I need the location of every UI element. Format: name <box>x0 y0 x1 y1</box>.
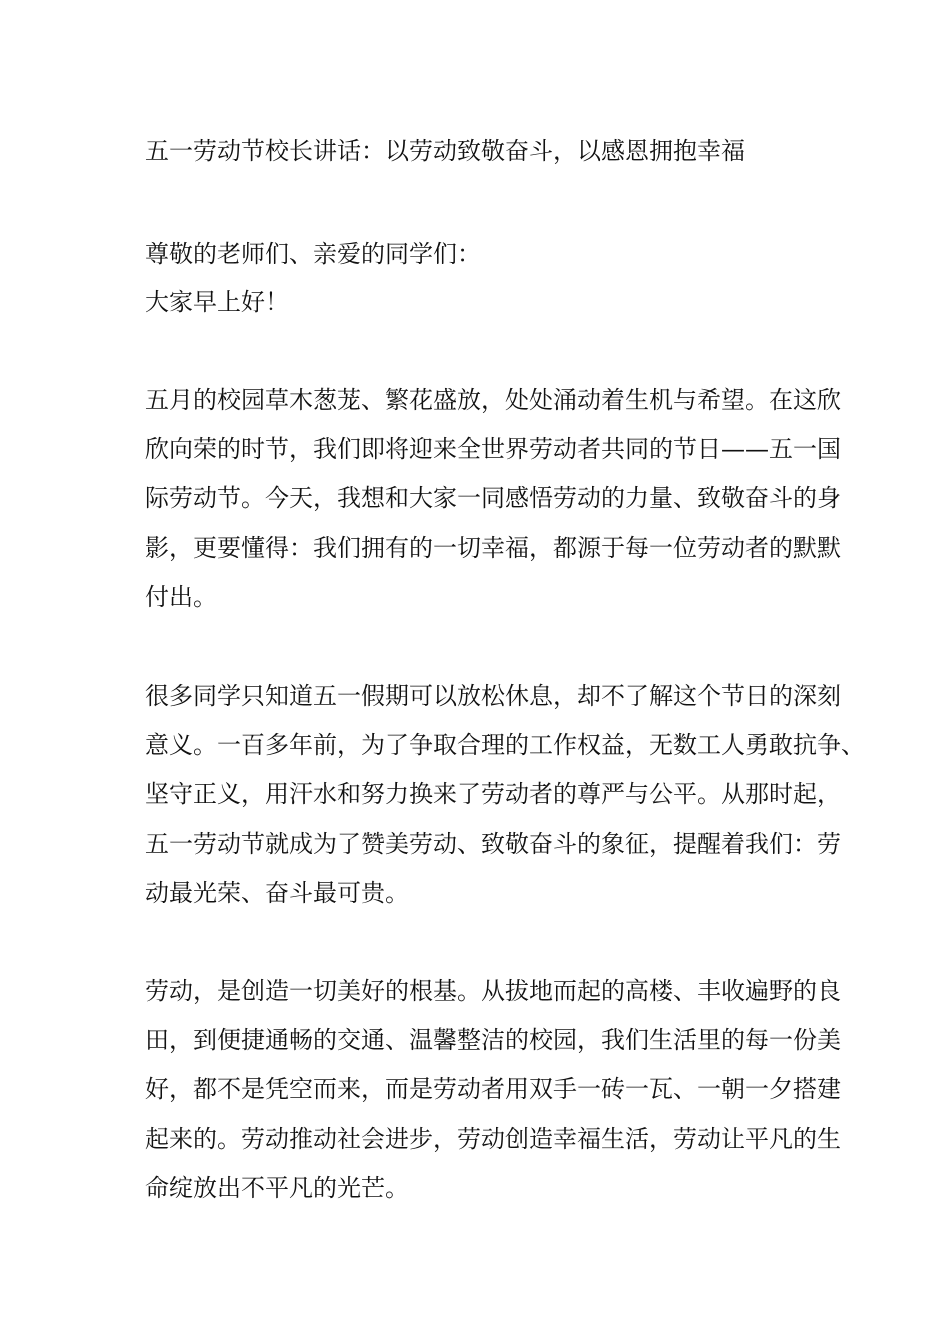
paragraph-line: 很多同学只知道五一假期可以放松休息，却不了解这个节日的深刻 <box>145 682 841 710</box>
paragraph-line: 动最光荣、奋斗最可贵。 <box>145 879 409 907</box>
paragraph-line: 付出。 <box>145 583 217 611</box>
paragraph-line: 影，更要懂得：我们拥有的一切幸福，都源于每一位劳动者的默默 <box>145 534 841 562</box>
paragraph-line: 坚守正义，用汗水和努力换来了劳动者的尊严与公平。从那时起， <box>145 780 841 808</box>
paragraph-line: 五月的校园草木葱茏、繁花盛放，处处涌动着生机与希望。在这欣 <box>145 386 841 414</box>
paragraph-line: 好，都不是凭空而来，而是劳动者用双手一砖一瓦、一朝一夕搭建 <box>145 1075 841 1103</box>
paragraph-line: 欣向荣的时节，我们即将迎来全世界劳动者共同的节日——五一国 <box>145 435 841 463</box>
paragraph-line: 命绽放出不平凡的光芒。 <box>145 1174 409 1202</box>
greeting: 大家早上好！ <box>145 288 289 316</box>
salutation: 尊敬的老师们、亲爱的同学们： <box>145 240 481 268</box>
paragraph-line: 意义。一百多年前，为了争取合理的工作权益，无数工人勇敢抗争、 <box>145 731 865 759</box>
document-title: 五一劳动节校长讲话：以劳动致敬奋斗，以感恩拥抱幸福 <box>145 137 745 165</box>
paragraph-line: 田，到便捷通畅的交通、温馨整洁的校园，我们生活里的每一份美 <box>145 1026 841 1054</box>
paragraph-line: 际劳动节。今天，我想和大家一同感悟劳动的力量、致敬奋斗的身 <box>145 484 841 512</box>
paragraph-line: 五一劳动节就成为了赞美劳动、致敬奋斗的象征，提醒着我们：劳 <box>145 830 841 858</box>
paragraph-line: 起来的。劳动推动社会进步，劳动创造幸福生活，劳动让平凡的生 <box>145 1125 841 1153</box>
paragraph-line: 劳动，是创造一切美好的根基。从拔地而起的高楼、丰收遍野的良 <box>145 977 841 1005</box>
